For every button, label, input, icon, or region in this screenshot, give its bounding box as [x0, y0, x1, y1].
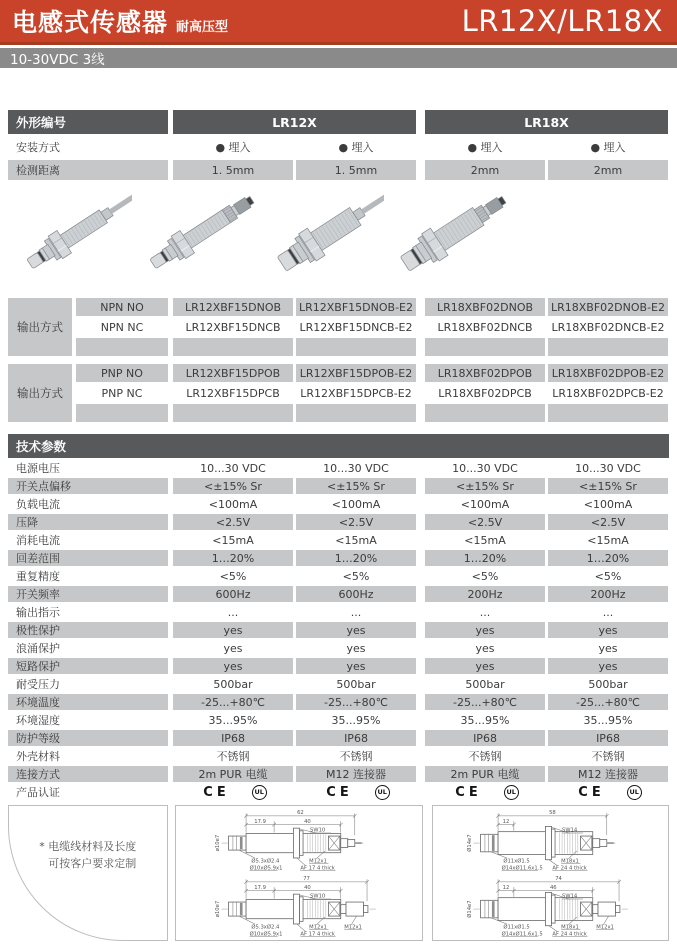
tech-value: M12 连接器 — [548, 766, 668, 782]
tech-value: yes — [296, 658, 416, 674]
tech-value: <100mA — [208, 497, 258, 511]
dim-a: 12 — [502, 818, 510, 825]
tech-value: yes — [475, 641, 495, 655]
af-label: AF 24 4 thick — [552, 865, 587, 872]
tech-value: IP68 — [548, 730, 668, 746]
product-photo-row — [8, 180, 669, 292]
model-number: LR12XBF15DNCB — [185, 320, 281, 334]
ul-mark-icon: UL — [627, 785, 642, 800]
tech-value: yes — [548, 622, 668, 638]
output-row — [72, 298, 668, 316]
title-group — [12, 3, 228, 39]
wrench-size-label: SW10 — [310, 827, 326, 834]
connector-thread-label: M12x1 — [344, 924, 362, 931]
tech-value: ... — [350, 605, 362, 619]
tech-value: <100mA — [583, 497, 633, 511]
tip-dims-label-2: Ø10xØ5.9x1 — [249, 865, 283, 872]
certification-cell — [425, 784, 545, 800]
tip-dims-label-1: Ø11xØ1.5 — [503, 858, 530, 865]
tech-row — [8, 604, 669, 620]
thread-label: M18x1 — [560, 924, 579, 931]
output-block — [8, 298, 669, 356]
tech-value: 不锈钢 — [216, 750, 250, 763]
empty-cell — [173, 338, 293, 356]
tech-value: 35...95% — [460, 713, 510, 727]
shape-corner-header: 外形编号 — [8, 110, 168, 134]
tech-label: 开关频率 — [8, 586, 168, 602]
output-type: PNP NC — [101, 386, 143, 400]
model-number: LR18XBF02DNOB — [425, 298, 545, 316]
output-row-empty — [72, 404, 668, 422]
product-photo — [388, 180, 508, 292]
dim-total: 58 — [548, 810, 556, 817]
tech-label: 环境温度 — [8, 694, 168, 710]
tech-value: -25...+80℃ — [296, 694, 416, 710]
tech-value: 10...30 VDC — [575, 461, 641, 475]
tech-value: 2m PUR 电缆 — [425, 766, 545, 782]
model-number: LR18XBF02DPCB-E2 — [552, 386, 664, 400]
empty-cell — [425, 338, 545, 356]
ce-mark-icon: CE — [203, 784, 230, 800]
output-row-empty — [72, 338, 668, 356]
output-rows — [72, 298, 668, 356]
ce-mark-icon: CE — [455, 784, 482, 800]
tech-value: <100mA — [460, 497, 510, 511]
tech-value: <±15% Sr — [296, 478, 416, 494]
mounting-value: ● 埋入 — [338, 141, 374, 154]
mounting-value: ● 埋入 — [590, 141, 626, 154]
shape-rows — [8, 137, 669, 180]
tech-label: 电源电压 — [16, 462, 60, 475]
sensor-photo-icon — [137, 183, 255, 289]
tech-row — [8, 568, 669, 584]
distance-value: 1. 5mm — [296, 160, 416, 180]
tech-value: <2.5V — [425, 514, 545, 530]
page-header — [0, 0, 677, 45]
tech-value: 10...30 VDC — [200, 461, 266, 475]
tech-label: 输出指示 — [16, 606, 60, 619]
group-header-lr12x: LR12X — [173, 110, 416, 134]
model-number: LR12XBF15DNCB-E2 — [299, 320, 413, 334]
empty-cell — [76, 338, 168, 356]
output-row — [72, 364, 668, 382]
model-number: LR12XBF15DPOB — [173, 364, 293, 382]
output-blocks — [8, 298, 669, 422]
product-photo — [13, 180, 133, 292]
dimension-box-lr12x — [175, 805, 423, 941]
empty-cell — [548, 404, 668, 422]
empty-cell — [296, 338, 416, 356]
tech-rows — [8, 460, 669, 800]
tech-value: yes — [425, 658, 545, 674]
model-number: LR12XBF15DPOB-E2 — [296, 364, 416, 382]
sensor-photo-icon — [14, 183, 132, 289]
dimension-drawing — [211, 874, 386, 938]
tech-value: 600Hz — [173, 586, 293, 602]
tech-value: 1…20% — [548, 550, 668, 566]
tip-dims-label-1: Ø5.3xØ2.4 — [251, 924, 280, 931]
output-type: NPN NO — [76, 298, 168, 316]
tech-label: 回差范围 — [8, 550, 168, 566]
voltage-band-label: 10-30VDC 3线 — [10, 52, 105, 68]
customization-note — [39, 838, 136, 872]
dim-total: 74 — [554, 876, 562, 883]
tech-value: -25...+80℃ — [548, 694, 668, 710]
tech-label: 负载电流 — [16, 498, 60, 511]
model-number: LR18XBF02DNCB — [437, 320, 533, 334]
tech-value: 200Hz — [425, 586, 545, 602]
certification-cell — [296, 784, 416, 800]
tech-value: yes — [346, 641, 366, 655]
tech-value: <15mA — [335, 533, 377, 547]
datasheet-body — [0, 110, 677, 941]
tech-row — [8, 586, 669, 602]
voltage-band-bar — [0, 48, 677, 68]
tech-label: 短路保护 — [8, 658, 168, 674]
product-photo — [265, 180, 385, 292]
tech-row — [8, 766, 669, 782]
shape-header-row — [8, 110, 669, 134]
dimension-drawing — [463, 874, 638, 938]
tech-value: 不锈钢 — [339, 750, 373, 763]
page-subtitle: 耐高压型 — [176, 20, 229, 35]
product-photo — [136, 180, 256, 292]
model-number: LR12XBF15DPCB — [186, 386, 280, 400]
tech-row — [8, 532, 669, 548]
dim-b: 40 — [304, 818, 311, 825]
dim-a: 17.9 — [254, 818, 266, 825]
tech-value: IP68 — [425, 730, 545, 746]
tech-value: ... — [602, 605, 614, 619]
model-number: LR18XBF02DPOB — [425, 364, 545, 382]
tech-value: <2.5V — [173, 514, 293, 530]
tech-value: 500bar — [588, 677, 628, 691]
certification-cell — [173, 784, 293, 800]
distance-value: 1. 5mm — [173, 160, 293, 180]
output-type: NPN NC — [100, 320, 144, 334]
dimension-box-lr18x — [432, 805, 669, 941]
mounting-value: ● 埋入 — [467, 141, 503, 154]
tech-value: <5% — [219, 569, 247, 583]
model-number: LR18XBF02DPCB — [438, 386, 532, 400]
distance-row — [8, 160, 669, 180]
af-label: AF 17 4 thick — [300, 865, 335, 872]
tech-value: yes — [173, 658, 293, 674]
tech-row — [8, 496, 669, 512]
tech-value: yes — [296, 622, 416, 638]
ce-mark-icon: CE — [326, 784, 353, 800]
tech-value: -25...+80℃ — [425, 694, 545, 710]
wrench-size-label: SW14 — [561, 827, 577, 834]
dim-total: 62 — [297, 810, 304, 817]
output-type: PNP NO — [76, 364, 168, 382]
tech-value: 1…20% — [173, 550, 293, 566]
tech-value: 1…20% — [425, 550, 545, 566]
tech-value: <5% — [342, 569, 370, 583]
note-box — [8, 805, 168, 941]
group-header-lr18x: LR18X — [425, 110, 668, 134]
empty-cell — [548, 338, 668, 356]
tech-label: 浪涌保护 — [16, 642, 60, 655]
tech-value: yes — [598, 641, 618, 655]
output-method-label: 输出方式 — [8, 364, 72, 422]
tech-value: yes — [223, 641, 243, 655]
tech-label: 极性保护 — [8, 622, 168, 638]
tech-row — [8, 658, 669, 674]
thread-label: M12x1 — [309, 924, 327, 931]
tech-value: -25...+80℃ — [173, 694, 293, 710]
tech-value: 500bar — [336, 677, 376, 691]
output-method-label: 输出方式 — [8, 298, 72, 356]
model-number: LR12XBF15DPCB-E2 — [300, 386, 412, 400]
tech-value: 500bar — [213, 677, 253, 691]
dimension-drawing — [463, 808, 638, 872]
note-line-1: * 电缆线材料及长度 — [39, 840, 137, 853]
tech-value: 10...30 VDC — [323, 461, 389, 475]
model-number: LR12XBF15DNOB — [173, 298, 293, 316]
tech-row — [8, 730, 669, 746]
tech-value: 500bar — [465, 677, 505, 691]
tech-row — [8, 550, 669, 566]
tech-label: 防护等级 — [8, 730, 168, 746]
tech-label: 产品认证 — [16, 786, 60, 799]
tech-value: yes — [173, 622, 293, 638]
tech-value: IP68 — [173, 730, 293, 746]
tech-row — [8, 460, 669, 476]
tech-value: <±15% Sr — [548, 478, 668, 494]
tech-row — [8, 712, 669, 728]
tech-value: <15mA — [587, 533, 629, 547]
tip-dims-label-2: Ø10xØ5.9x1 — [249, 931, 283, 938]
wrench-size-label: SW10 — [310, 893, 326, 900]
tech-value: ... — [479, 605, 491, 619]
dim-b: 40 — [304, 884, 311, 891]
diameter-label: Ø14e7 — [466, 834, 473, 852]
tech-label: 耐受压力 — [16, 678, 60, 691]
tip-dims-label-2: Ø14xØ11.6x1.5 — [501, 865, 543, 872]
empty-cell — [296, 404, 416, 422]
tech-value: 1…20% — [296, 550, 416, 566]
diameter-label: ø10e7 — [214, 900, 221, 918]
certification-cell — [548, 784, 668, 800]
tech-label: 环境湿度 — [16, 714, 60, 727]
empty-cell — [76, 404, 168, 422]
tech-value: ... — [227, 605, 239, 619]
dimension-drawing — [211, 808, 386, 872]
thread-label: M18x1 — [560, 858, 579, 865]
tech-value: IP68 — [296, 730, 416, 746]
ul-mark-icon: UL — [375, 785, 390, 800]
empty-cell — [425, 404, 545, 422]
tech-row — [8, 748, 669, 764]
model-series-title: LR12X/LR18X — [461, 4, 663, 38]
wrench-size-label: SW14 — [561, 893, 577, 900]
tech-section-header: 技术参数 — [8, 434, 669, 458]
dim-a: 17.9 — [254, 884, 266, 891]
tech-value: <100mA — [331, 497, 381, 511]
tech-value: <5% — [471, 569, 499, 583]
distance-value: 2mm — [425, 160, 545, 180]
mounting-value: ● 埋入 — [215, 141, 251, 154]
sensor-photo-icon — [266, 183, 384, 289]
tech-value: 10...30 VDC — [452, 461, 518, 475]
tech-label: 连接方式 — [8, 766, 168, 782]
output-block — [8, 364, 669, 422]
tech-label: 压降 — [8, 514, 168, 530]
diameter-label: ø10e7 — [214, 834, 221, 852]
output-rows — [72, 364, 668, 422]
model-number: LR18XBF02DPOB-E2 — [548, 364, 668, 382]
af-label: AF 24 4 thick — [552, 931, 587, 938]
diameter-label: Ø14e7 — [466, 900, 473, 918]
distance-value: 2mm — [548, 160, 668, 180]
tech-value: <±15% Sr — [173, 478, 293, 494]
thread-label: M12x1 — [309, 858, 327, 865]
tech-row — [8, 676, 669, 692]
note-line-2: 可按客户要求定制 — [48, 857, 137, 871]
mounting-label: 安装方式 — [16, 141, 60, 154]
tech-value: 35...95% — [583, 713, 633, 727]
connector-thread-label: M12x1 — [595, 924, 614, 931]
ul-mark-icon: UL — [252, 785, 267, 800]
tech-row — [8, 514, 669, 530]
tech-row — [8, 784, 669, 800]
tech-label: 开关点偏移 — [8, 478, 168, 494]
tech-row — [8, 640, 669, 656]
tech-label: 重复精度 — [16, 570, 60, 583]
tech-value: <5% — [594, 569, 622, 583]
tech-value: <±15% Sr — [425, 478, 545, 494]
af-label: AF 17 4 thick — [300, 931, 335, 938]
model-number: LR18XBF02DNOB-E2 — [548, 298, 668, 316]
tech-value: 200Hz — [548, 586, 668, 602]
tech-value: <2.5V — [548, 514, 668, 530]
tech-value: <15mA — [212, 533, 254, 547]
tech-row — [8, 694, 669, 710]
tech-row — [8, 622, 669, 638]
tech-label: 消耗电流 — [16, 534, 60, 547]
tech-value: 600Hz — [296, 586, 416, 602]
page-title: 电感式传感器 — [12, 8, 169, 37]
tech-value: <15mA — [464, 533, 506, 547]
mounting-row — [8, 137, 669, 157]
ce-mark-icon: CE — [578, 784, 605, 800]
tech-value: yes — [425, 622, 545, 638]
tip-dims-label-1: Ø5.3xØ2.4 — [251, 858, 280, 865]
tech-value: M12 连接器 — [296, 766, 416, 782]
sensor-photo-icon — [389, 183, 507, 289]
tech-label: 外壳材料 — [16, 750, 60, 763]
output-row — [72, 318, 668, 336]
drawing-section — [8, 805, 669, 941]
dim-a: 12 — [502, 884, 510, 891]
tech-value: 35...95% — [208, 713, 258, 727]
tip-dims-label-2: Ø14xØ11.6x1.5 — [501, 931, 543, 938]
tech-row — [8, 478, 669, 494]
tip-dims-label-1: Ø11xØ1.5 — [503, 924, 530, 931]
tech-value: 不锈钢 — [468, 750, 502, 763]
ul-mark-icon: UL — [504, 785, 519, 800]
tech-value: yes — [548, 658, 668, 674]
dim-total: 77 — [303, 876, 310, 883]
output-row — [72, 384, 668, 402]
dim-b: 46 — [549, 884, 557, 891]
distance-label: 检测距离 — [8, 160, 168, 180]
tech-value: <2.5V — [296, 514, 416, 530]
model-number: LR18XBF02DNCB-E2 — [551, 320, 665, 334]
tech-value: 35...95% — [331, 713, 381, 727]
tech-value: 2m PUR 电缆 — [173, 766, 293, 782]
model-number: LR12XBF15DNOB-E2 — [296, 298, 416, 316]
empty-cell — [173, 404, 293, 422]
tech-value: 不锈钢 — [591, 750, 625, 763]
